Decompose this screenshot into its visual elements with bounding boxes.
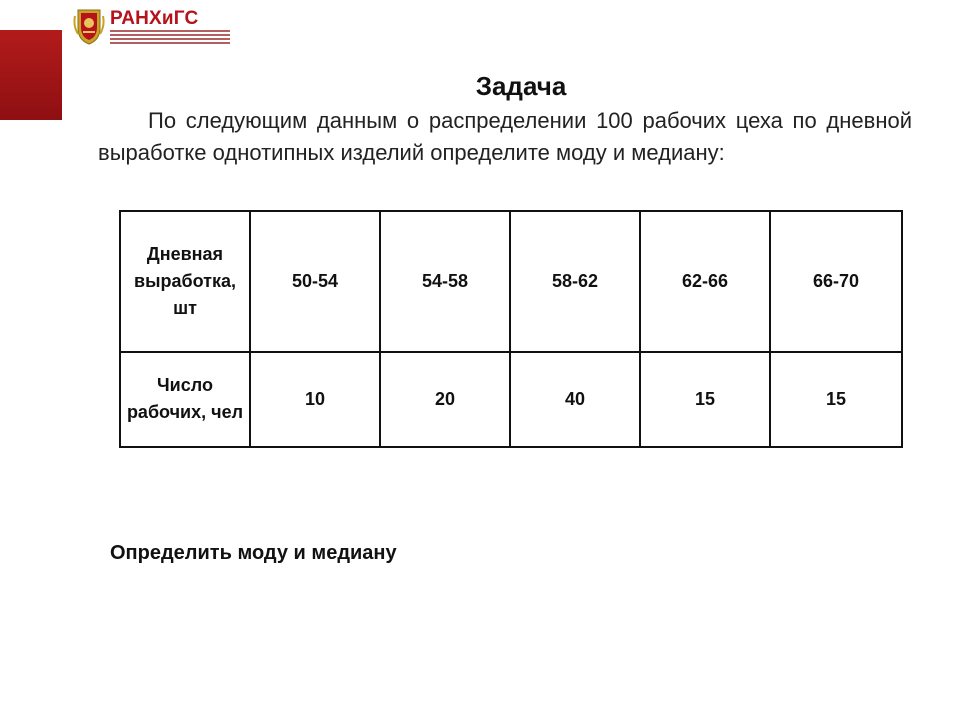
table-cell: 40 [510,352,640,447]
row-header-cell: Дневная выработка, шт [120,211,250,352]
logo-wordmark: РАНХиГС [110,8,199,29]
row-header-cell: Число рабочих, чел [120,352,250,447]
table-cell: 62-66 [640,211,770,352]
table-cell: 54-58 [380,211,510,352]
table-cell: 66-70 [770,211,902,352]
table-cell: 58-62 [510,211,640,352]
table-cell: 50-54 [250,211,380,352]
table-row [120,352,902,447]
logo-tagline [110,30,230,46]
table-row [120,211,902,352]
task-text: По следующим данным о распределении 100 рабочих цеха по дневной выработке однотипных изделий определите моду и медиану: [98,108,912,165]
slide-title: Задача [475,71,567,101]
table-cell: 10 [250,352,380,447]
distribution-table [119,210,903,448]
table-cell: 15 [770,352,902,447]
table-cell: 20 [380,352,510,447]
ranepa-logo [72,6,202,48]
emblem-icon [72,6,106,46]
conclusion-text: Определить моду и медиану [110,542,397,564]
table-cell: 15 [640,352,770,447]
